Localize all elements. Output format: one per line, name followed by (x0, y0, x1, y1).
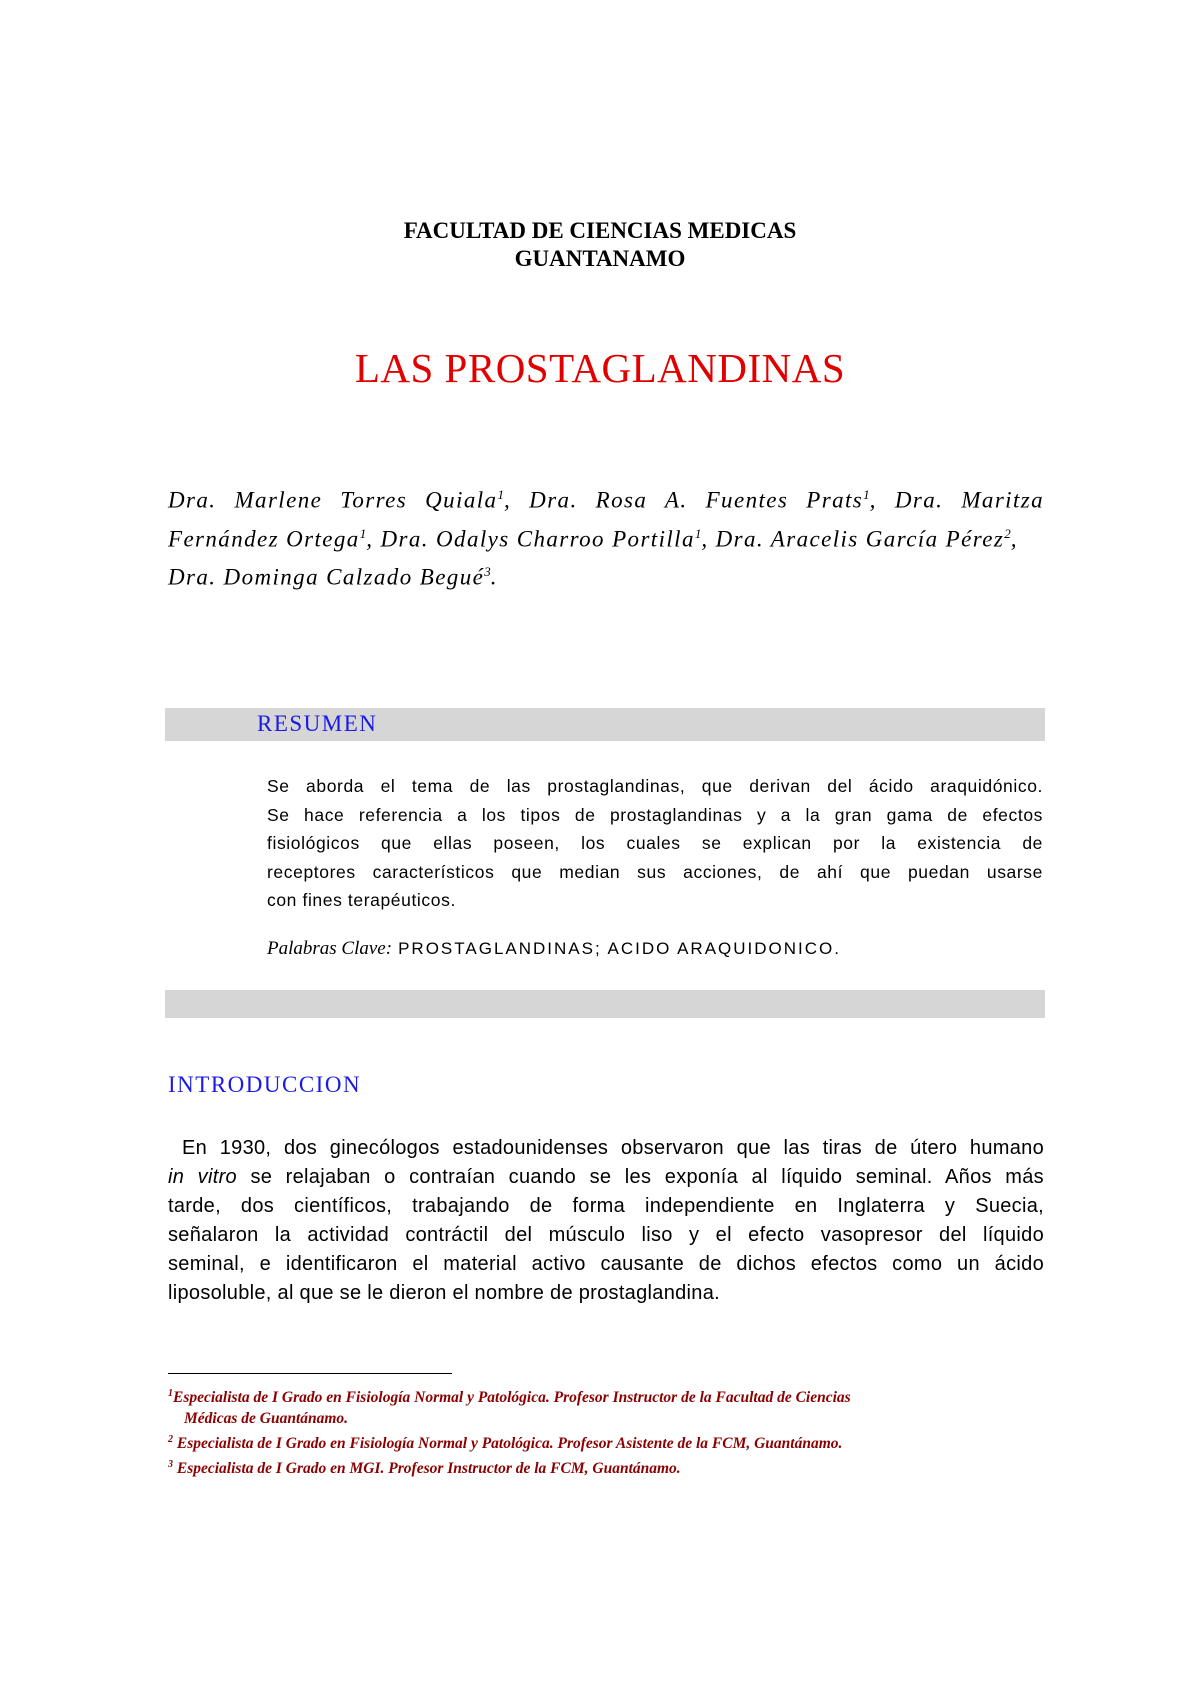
footnote-1 (168, 1383, 1048, 1408)
abstract-body (267, 772, 1043, 915)
keywords-label: Palabras Clave: (267, 938, 393, 959)
intro-line: En 1930, dos ginecólogos estadounidenses observaron que las tiras de útero humano (182, 1137, 1044, 1159)
footnote-1-continued: Médicas de Guantánamo. (184, 1410, 349, 1428)
footnote-mark: 2 (168, 1434, 173, 1446)
footnote-3 (168, 1454, 1048, 1479)
author-separator: . (490, 564, 498, 590)
abstract-line: Se hace referencia a los tipos de prostaglandinas y a la gran gama de efectos (267, 804, 1043, 825)
author-name: , Dra. Aracelis García Pérez (701, 526, 1005, 552)
institution-line-1: FACULTAD DE CIENCIAS MEDICAS (403, 218, 797, 243)
author-affiliation-mark: 1 (863, 487, 870, 502)
institution-line-2: GUANTANAMO (514, 246, 686, 271)
abstract-footer-band (165, 990, 1045, 1018)
introduction-body (168, 1134, 1044, 1308)
keywords (267, 938, 841, 960)
footnote-2 (168, 1429, 1048, 1454)
abstract-line: con fines terapéuticos. (267, 890, 456, 910)
author-list (168, 478, 1044, 594)
footnote-separator (168, 1373, 452, 1374)
author-name: , Dra. Odalys Charroo Portilla (366, 526, 695, 552)
author-affiliation-mark: 1 (359, 525, 367, 541)
author-name: Fernández Ortega (168, 526, 360, 552)
document-title: LAS PROSTAGLANDINAS (354, 345, 846, 391)
abstract-line: receptores característicos que median sus acciones, de ahí que puedan usarse (267, 861, 1043, 882)
keywords-value: PROSTAGLANDINAS; ACIDO ARAQUIDONICO. (398, 939, 841, 958)
footnote-mark: 1 (168, 1388, 173, 1399)
author-line-1 (168, 478, 1044, 517)
intro-line: liposoluble, al que se le dieron el nombre de prostaglandina. (168, 1282, 720, 1304)
author-name: Dra. Marlene Torres Quiala (168, 487, 498, 513)
footnote-mark: 3 (168, 1459, 173, 1471)
footnotes (168, 1383, 1048, 1479)
author-affiliation-mark: 1 (497, 487, 504, 502)
author-separator: , (1010, 526, 1018, 552)
abstract-line: fisiológicos que ellas poseen, los cuales se explican por la existencia de (267, 833, 1043, 853)
footnote-text: Especialista de I Grado en Fisiología Normal y Patológica. Profesor Instructor de la Facultad de Ciencias (173, 1389, 851, 1407)
author-affiliation-mark: 3 (484, 564, 491, 580)
footnote-text: Especialista de I Grado en MGI. Profesor Instructor de la FCM, Guantánamo. (173, 1460, 681, 1478)
author-name: , Dra. Rosa A. Fuentes Prats (503, 487, 864, 513)
author-affiliation-mark: 1 (694, 525, 702, 541)
author-line-3 (168, 555, 1044, 594)
abstract-line: Se aborda el tema de las prostaglandinas, que derivan del ácido araquidónico. (267, 776, 1043, 796)
intro-italic-term: in vitro (168, 1166, 237, 1188)
intro-line (168, 1163, 1044, 1192)
introduction-heading: INTRODUCCION (168, 1072, 362, 1097)
intro-line: tarde, dos científicos, trabajando de forma independiente en Inglaterra y Suecia, (168, 1195, 1044, 1217)
intro-line: señalaron la actividad contráctil del músculo liso y el efecto vasopresor del líquido (168, 1224, 1044, 1246)
author-name: Dra. Dominga Calzado Begué (168, 564, 485, 590)
footnote-text: Especialista de I Grado en Fisiología Normal y Patológica. Profesor Asistente de la FCM, Guantánamo. (173, 1435, 843, 1453)
author-line-2 (168, 517, 1044, 556)
author-affiliation-mark: 2 (1004, 525, 1011, 541)
author-name: , Dra. Maritza (869, 487, 1044, 513)
abstract-header-band (165, 708, 1045, 741)
abstract-heading: RESUMEN (257, 711, 378, 736)
intro-line-text: se relajaban o contraían cuando se les exponía al líquido seminal. Años más (236, 1166, 1044, 1188)
intro-line: seminal, e identificaron el material activo causante de dichos efectos como un ácido (168, 1253, 1044, 1275)
